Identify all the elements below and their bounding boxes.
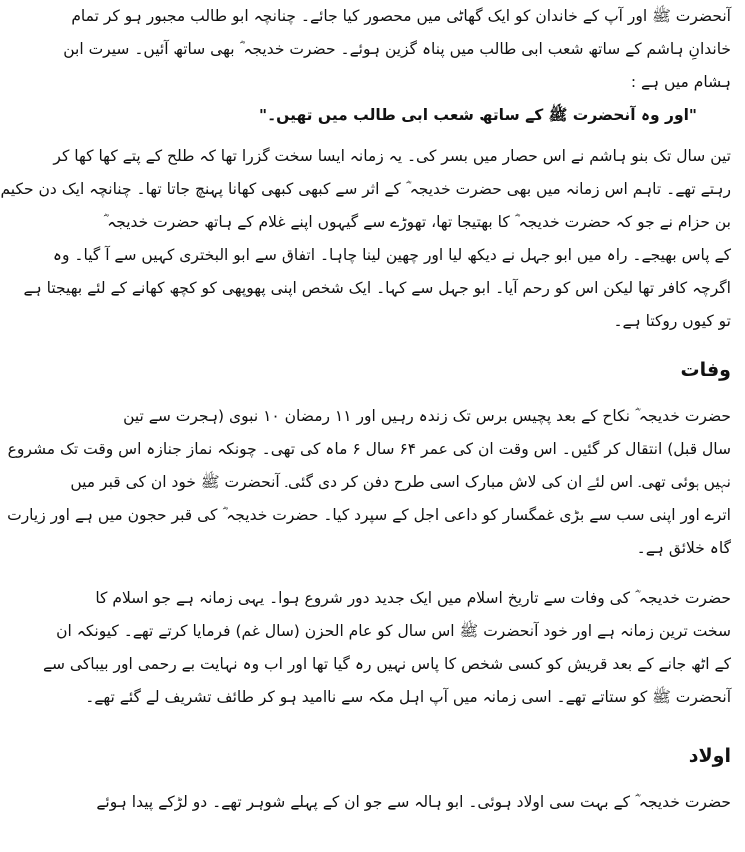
paragraph-line: اترے اور اپنی سب سے بڑی غمگسار کو داعی اجل کے سپرد کیا۔ حضرت خدیجہ ؓ کی قبر حجون میں ہے اور زیارت: [7, 506, 731, 524]
paragraph-line: ہشام میں ہے :: [630, 73, 731, 91]
paragraph-line: تو کیوں روکتا ہے۔: [613, 312, 731, 330]
paragraph-line: اگرچہ کافر تھا لیکن اس کو رحم آیا۔ ابو جہل سے کہا۔ ایک شخص اپنی پھوپھی کو کچھ کھانے کے لئے بھیجتا ہے: [23, 279, 731, 297]
section-heading-wafat: وفات: [680, 359, 731, 381]
paragraph-line: آنحضرت ﷺ اور آپ کے خاندان کو ایک گھاٹی میں محصور کیا جائے۔ چنانچہ ابو طالب مجبور ہو کر تمام: [71, 7, 731, 25]
section-heading-aulad: اولاد: [688, 745, 731, 767]
paragraph-line: بن حزام نے جو کہ حضرت خدیجہ ؓ کا بھتیجا تھا، تھوڑے سے گیہوں اپنے غلام کے ہاتھ حضرت خدیجہ ؓ: [103, 213, 731, 231]
paragraph-line: تین سال تک بنو ہاشم نے اس حصار میں بسر کی۔ یہ زمانہ ایسا سخت گزرا تھا کہ طلح کے پتے کھا کھا کر: [53, 147, 731, 165]
paragraph-line: کے اٹھ جانے کے بعد قریش کو کسی شخص کا پاس نہیں رہ گیا تھا اور اب وہ نہایت بے رحمی اور بیباکی سے: [42, 655, 731, 673]
paragraph-line: حضرت خدیجہ ؓ کے بہت سی اولاد ہوئی۔ ابو ہالہ سے جو ان کے پہلے شوہر تھے۔ دو لڑکے پیدا ہوئے: [96, 793, 731, 811]
paragraph-line: سال قبل) انتقال کر گئیں۔ اس وقت ان کی عمر ۶۴ سال ۶ ماہ کی تھی۔ چونکہ نماز جنازہ اس وقت تک مشروع: [7, 440, 731, 458]
paragraph-line: گاہ خلائق ہے۔: [636, 539, 731, 557]
quote-line: "اور وہ آنحضرت ﷺ کے ساتھ شعب ابی طالب میں تھیں۔": [259, 106, 697, 124]
paragraph-line: کے پاس بھیجے۔ راہ میں ابو جہل نے دیکھ لیا اور چھین لینا چاہا۔ اتفاق سے ابو البختری کہیں سے آ گیا۔ وہ: [52, 246, 731, 264]
paragraph-line: آنحضرت ﷺ کو ستاتے تھے۔ اسی زمانہ میں آپ اہل مکہ سے ناامید ہو کر طائف تشریف لے گئے تھے۔: [85, 688, 731, 706]
paragraph-line: حضرت خدیجہ ؓ نکاح کے بعد پچیس برس تک زندہ رہیں اور ۱۱ رمضان ۱۰ نبوی (ہجرت سے تین: [123, 407, 731, 425]
paragraph-line: خاندانِ ہاشم کے ساتھ شعب ابی طالب میں پناہ گزین ہوئے۔ حضرت خدیجہ ؓ بھی ساتھ آئیں۔ سیرت ابن: [63, 40, 731, 58]
paragraph-line: رہتے تھے۔ تاہم اس زمانہ میں بھی حضرت خدیجہ ؓ کے اثر سے کبھی کبھی کھانا پہنچ جاتا تھا۔ چنانچہ ایک دن حکیم: [0, 180, 731, 198]
paragraph-line: سخت ترین زمانہ ہے اور خود آنحضرت ﷺ اس سال کو عام الحزن (سال غم) فرمایا کرتے تھے۔ کیونکہ ان: [56, 622, 731, 640]
paragraph-line: حضرت خدیجہ ؓ کی وفات سے تاریخ اسلام میں ایک جدید دور شروع ہوا۔ یہی زمانہ ہے جو اسلام کا: [95, 589, 731, 607]
paragraph-line: نہیں ہوئی تھی۔ اس لئے ان کی لاش مبارک اسی طرح دفن کر دی گئی۔ آنحضرت ﷺ خود ان کی قبر میں: [70, 473, 731, 491]
